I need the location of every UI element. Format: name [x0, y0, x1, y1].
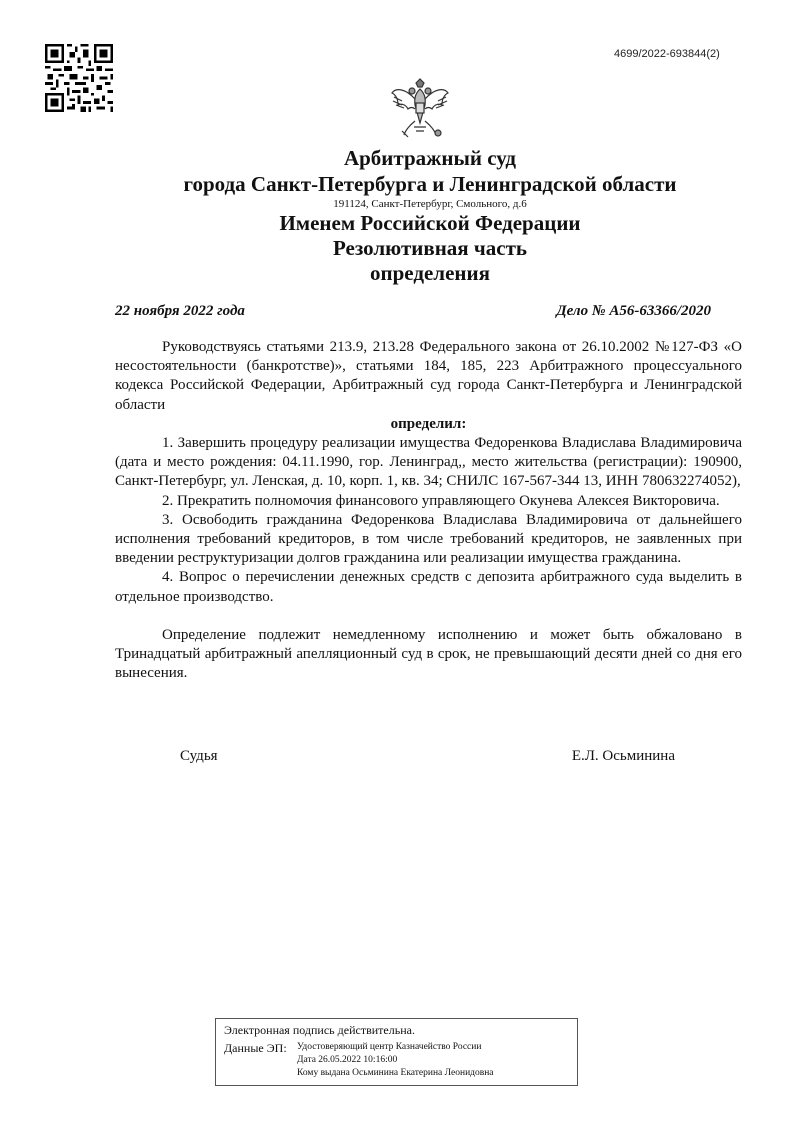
in-the-name-heading: Именем Российской Федерации [279, 211, 581, 235]
qr-code-icon [45, 44, 113, 112]
case-number: Дело № А56-63366/2020 [556, 303, 711, 319]
court-name-line1: Арбитражный суд [343, 146, 517, 170]
item-1: 1. Завершить процедуру реализации имущества Федоренкова Владислава Владимировича (дата и место рождения: 04.11.1990, гор. Ленинград,, место жительства (регистрации): 190900, Санкт-Петербург, ул. Ленская, д. 10, корп. 1, кв. 34; СНИЛС 167-567-344 13, ИНН 780632274052), [115, 435, 742, 490]
decision-date: 22 ноября 2022 года [115, 303, 245, 319]
e-signature-issued-to: Кому выдана Осьминина Екатерина Леонидовна [297, 1068, 494, 1078]
item-3: 3. Освободить гражданина Федоренкова Владислава Владимировича от дальнейшего исполнения требований кредиторов, в том числе требований кредиторов, не заявленных при введении реструктуризации долгов гражданина или реализации имущества гражданина. [115, 511, 742, 567]
court-address: 191124, Санкт-Петербург, Смольного, д.6 [333, 198, 527, 210]
document-number: 4699/2022-693844(2) [614, 48, 720, 60]
preamble: Руководствуясь статьями 213.9, 213.28 Федерального закона от 26.10.2002 №127-ФЗ «О несостоятельности (банкротстве)», статьями 184, 185, 223 Арбитражного процессуального кодекса Российской Федерации, Арбитражный суд города Санкт-Петербурга и Ленинградской области [115, 339, 742, 413]
doc-type-line2: определения [370, 261, 490, 285]
appeal-notice: Определение подлежит немедленному исполнению и может быть обжаловано в Тринадцатый арбитражный апелляционный суд в срок, не превышающий десяти дней со дня его вынесения. [115, 626, 742, 682]
e-signature-date: Дата 26.05.2022 10:16:00 [297, 1055, 398, 1065]
doc-type-line1: Резолютивная часть [332, 236, 527, 260]
e-signature-issuer: Удостоверяющий центр Казначейство России [297, 1042, 482, 1052]
court-name-line2: города Санкт-Петербурга и Ленинградской области [183, 172, 677, 196]
date-case-line [115, 303, 711, 320]
judge-name: Е.Л. Осьминина [571, 748, 675, 764]
signature-row [180, 748, 675, 765]
item-4: 4. Вопрос о перечислении денежных средств с депозита арбитражного суда выделить в отдельное производство. [115, 569, 742, 605]
document-body [115, 338, 742, 683]
court-header [0, 145, 800, 286]
russian-coat-of-arms-icon [388, 75, 452, 141]
item-2: 2. Прекратить полномочия финансового управляющего Окунева Алексея Викторовича. [162, 492, 720, 509]
e-signature-data-label: Данные ЭП: [224, 1041, 287, 1055]
judge-role: Судья [180, 748, 218, 764]
e-signature-box [215, 1018, 578, 1086]
e-signature-status: Электронная подпись действительна. [224, 1023, 415, 1037]
decided-label: определил: [390, 415, 467, 432]
